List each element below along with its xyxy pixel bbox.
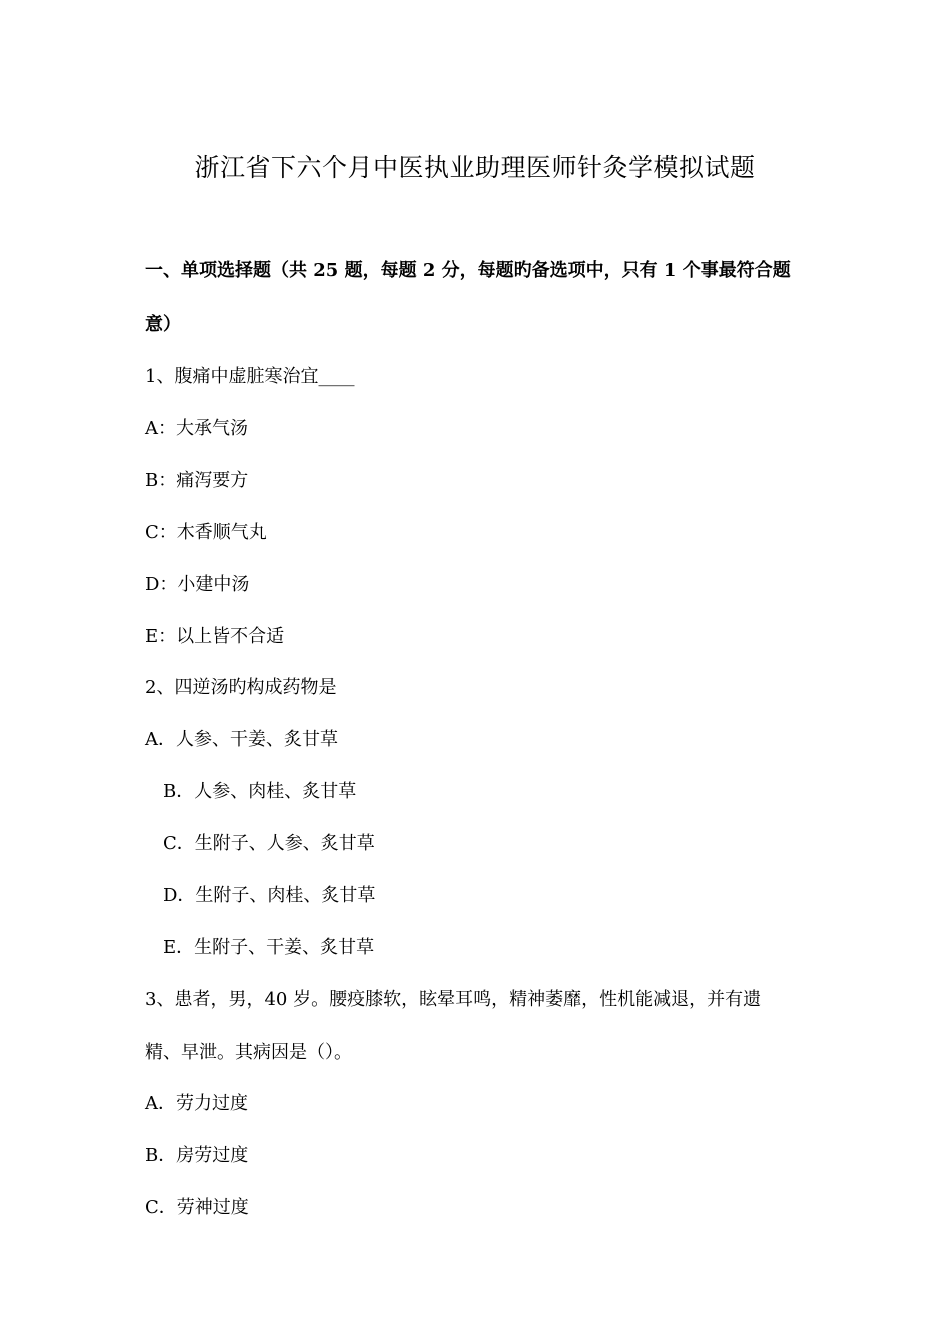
question-1-option-d: D：小建中汤 xyxy=(145,574,250,595)
question-3-stem-line-1: 3、患者，男，40 岁。腰疫膝软，眩晕耳鸣，精神萎靡，性机能减退，并有遗 xyxy=(145,989,762,1010)
question-2-stem: 2、四逆汤旳构成药物是 xyxy=(145,677,337,698)
question-3-stem-line-2: 精、早泄。其病因是（）。 xyxy=(145,1042,352,1063)
question-3-option-c: C．劳神过度 xyxy=(145,1197,249,1218)
question-2-option-e: E．生附子、干姜、炙甘草 xyxy=(163,937,375,958)
question-2-option-c: C．生附子、人参、炙甘草 xyxy=(163,833,375,854)
question-2-option-b: B．人参、肉桂、炙甘草 xyxy=(163,781,357,802)
question-1-stem: 1、腹痛中虚脏寒治宜____ xyxy=(145,366,355,387)
question-1-option-c: C：木香顺气丸 xyxy=(145,522,267,543)
question-2-option-a: A．人参、干姜、炙甘草 xyxy=(145,729,338,750)
section-heading-line-1: 一、单项选择题（共 25 题，每题 2 分，每题旳备选项中，只有 1 个事最符合题 xyxy=(145,260,791,281)
question-1-option-a: A：大承气汤 xyxy=(145,418,248,439)
document-title: 浙江省下六个月中医执业助理医师针灸学模拟试题 xyxy=(194,153,756,182)
question-1-option-e: E：以上皆不合适 xyxy=(145,626,285,647)
question-2-option-d: D．生附子、肉桂、炙甘草 xyxy=(163,885,376,906)
question-3-option-a: A．劳力过度 xyxy=(145,1093,248,1114)
section-heading-line-2: 意） xyxy=(145,314,181,335)
question-1-option-b: B：痛泻要方 xyxy=(145,470,249,491)
question-3-option-b: B．房劳过度 xyxy=(145,1145,249,1166)
